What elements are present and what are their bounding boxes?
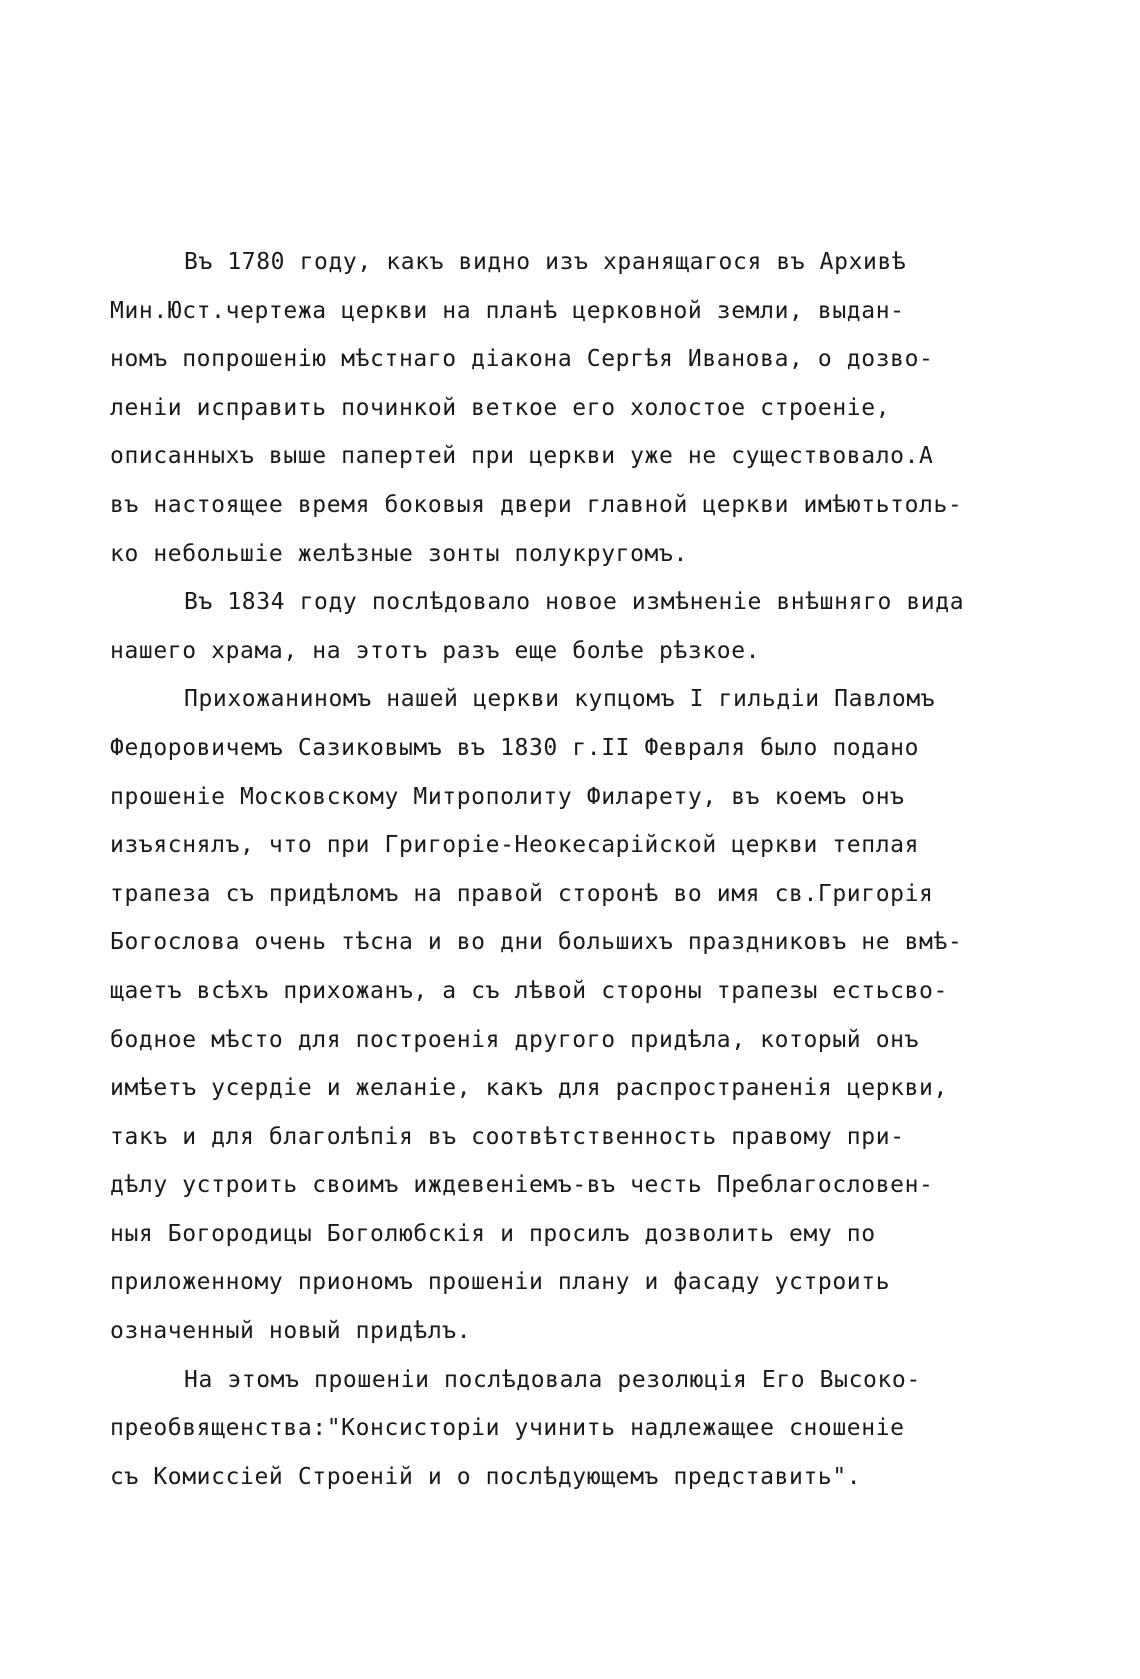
text-line: ныя Богородицы Боголюбскія и просилъ дозволить ему по [110,1220,876,1247]
text-line: съ Комиссіей Строеній и о послѣдующемъ представить". [110,1463,862,1490]
text-line: Федоровичемъ Сазиковымъ въ 1830 г.II Февраля было подано [110,734,920,761]
text-line: преобвященства:"Консисторіи учинить надлежащее сношеніе [110,1415,905,1442]
text-line: номъ попрошенію мѣстнаго діакона Сергѣя Иванова, о дозво- [110,346,934,373]
text-line: ко небольшіе желѣзные зонты полукругомъ. [110,540,688,567]
text-line: дѣлу устроить своимъ иждевеніемъ-въ честь Преблагословен- [110,1172,934,1199]
text-line: На этомъ прошеніи послѣдовала резолюція Его Высоко- [184,1366,921,1393]
text-line: такъ и для благолѣпія въ соотвѣтственность правому при- [110,1123,905,1150]
text-line: нашего храма, на этотъ разъ еще болѣе рѣзкое. [110,637,761,664]
text-line: бодное мѣсто для построенія другого придѣла, который онъ [110,1026,920,1053]
text-line: приложенному приономъ прошеніи плану и фасаду устроить [110,1269,891,1296]
typewritten-text [110,238,1070,1501]
text-line: Въ 1834 году послѣдовало новое измѣненіе внѣшняго вида [184,589,965,616]
text-line: Мин.Юст.чертежа церкви на планѣ церковной земли, выдан- [110,297,905,324]
text-line: Богослова очень тѣсна и во дни большихъ праздниковъ не вмѣ- [110,929,963,956]
text-line: имѣетъ усердіе и желаніе, какъ для распространенія церкви, [110,1075,948,1102]
text-line: описанныхъ выше папертей при церкви уже не существовало.А [110,443,934,470]
text-line: изъяснялъ, что при Григоріе-Неокесарійской церкви теплая [110,832,920,859]
text-line: прошеніе Московскому Митрополиту Филарету, въ коемъ онъ [110,783,905,810]
text-line: Въ 1780 году, какъ видно изъ хранящагося въ Архивѣ [184,249,907,275]
text-line: трапеза съ придѣломъ на правой сторонѣ во имя св.Григорія [110,880,934,907]
text-line: въ настоящее время боковыя двери главной церкви имѣютьтоль- [110,491,963,518]
text-line: леніи исправить починкой веткое его холостое строеніе, [110,394,891,421]
text-line: Прихожаниномъ нашей церкви купцомъ I гильдіи Павломъ [184,686,936,713]
text-line: щаетъ всѣхъ прихожанъ, а съ лѣвой стороны трапезы естьсво- [110,977,948,1004]
text-line: означенный новый придѣлъ. [110,1318,472,1345]
